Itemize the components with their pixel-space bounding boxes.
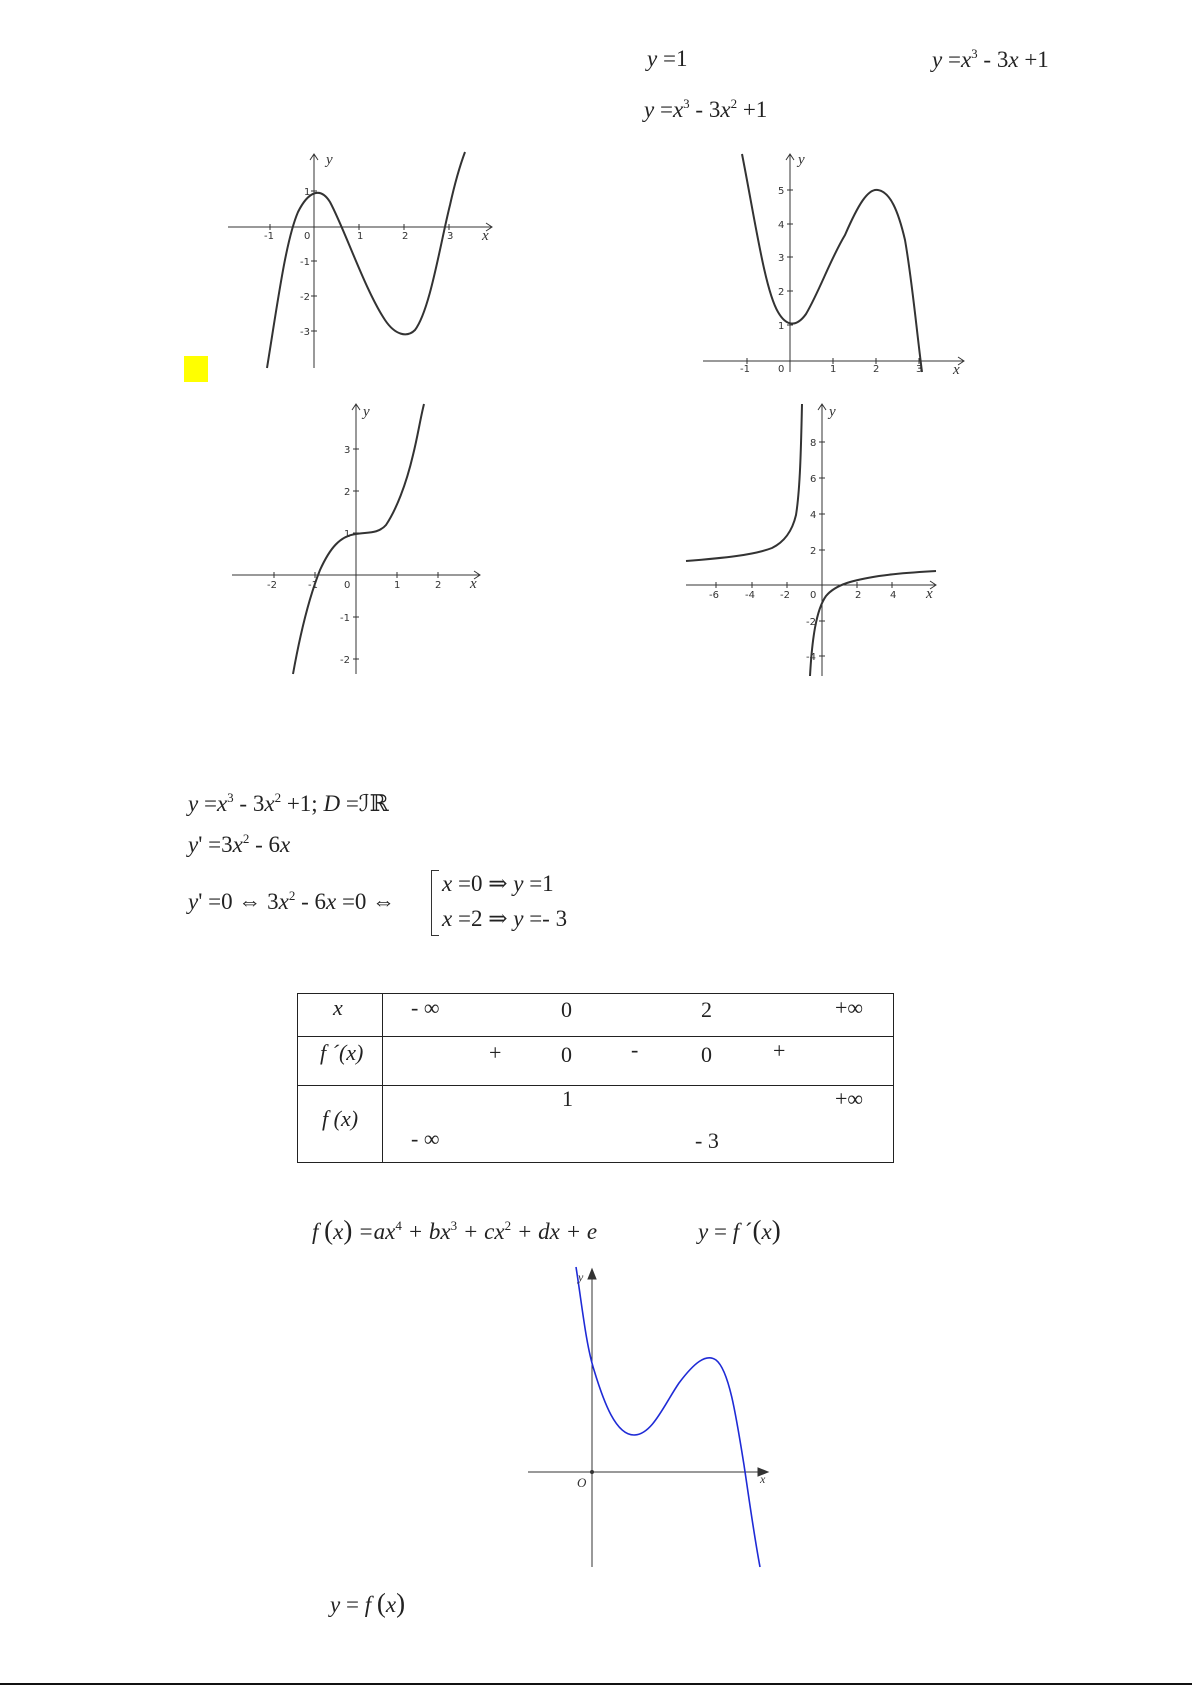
domain-value: =ℐℝ: [340, 791, 389, 816]
variation-table: [297, 993, 894, 1163]
var-f: f: [312, 1219, 325, 1244]
tick-label: -1: [264, 231, 274, 242]
tick-label: 3: [344, 445, 351, 456]
caption-y-equals-f-x: [330, 1588, 405, 1619]
row-label-cell: [298, 1086, 383, 1163]
eq-sign: =: [708, 1219, 733, 1244]
tick-label: 2: [344, 487, 351, 498]
graph-2: [700, 150, 970, 380]
var-x: x: [279, 832, 291, 857]
sign: +: [773, 1038, 786, 1063]
var-y: y: [932, 47, 943, 72]
paren: (: [376, 1588, 386, 1618]
derivative-curve: [576, 1267, 760, 1567]
row-label-function: f (x): [322, 1106, 359, 1131]
x-axis-label: x: [953, 362, 960, 378]
tick-label: 0: [344, 580, 351, 591]
table-row-function: [298, 1086, 894, 1163]
tick-label: 1: [394, 580, 401, 591]
x-value: - ∞: [411, 995, 440, 1020]
y-axis-label: y: [326, 152, 333, 168]
table-row-derivative: [298, 1037, 894, 1086]
tick-label: 1: [344, 529, 351, 540]
tick-label: 1: [778, 321, 785, 332]
curve: [293, 404, 424, 674]
tick-label: -4: [806, 652, 816, 663]
term: - 3: [977, 47, 1009, 72]
term: - 6: [295, 889, 326, 914]
var-y: y: [647, 46, 658, 71]
tick-label: 1: [830, 364, 837, 375]
sign: -: [631, 1037, 639, 1062]
case-2: [442, 906, 567, 932]
tick-label: -6: [709, 590, 719, 601]
origin-point: [590, 1470, 594, 1474]
exponent: 3: [971, 46, 978, 61]
origin-label: O: [577, 1475, 587, 1490]
exponent: 3: [450, 1218, 458, 1233]
tick-label: -1: [308, 580, 318, 591]
var-y: y: [513, 871, 524, 896]
var-x: x: [960, 47, 972, 72]
var-x: x: [232, 832, 243, 857]
var-y: y: [644, 97, 655, 122]
y-axis-label: y: [829, 404, 836, 420]
term: +1: [737, 97, 768, 122]
term: ' =3: [198, 832, 233, 857]
term: ' =0 ⇔ 3: [198, 889, 279, 914]
derivative-label: [698, 1215, 781, 1246]
eq-rest: =1: [657, 46, 688, 71]
graph-1: [220, 150, 500, 375]
curve-right-branch: [810, 571, 936, 676]
x-axis-label: x: [926, 586, 933, 602]
var-y: y: [188, 832, 199, 857]
polynomial-definition: [312, 1215, 597, 1246]
exponent: 3: [683, 96, 690, 111]
var-x: x: [325, 889, 337, 914]
y-axis-label: y: [363, 404, 370, 420]
var-x: x: [440, 1219, 451, 1244]
term: + e: [559, 1219, 598, 1244]
term: =0 ⇒: [452, 871, 514, 896]
tick-label: 2: [873, 364, 880, 375]
var-x: x: [672, 97, 684, 122]
var-y: y: [698, 1219, 709, 1244]
var-x: x: [216, 791, 228, 816]
case-1: [442, 871, 554, 897]
paren: (: [324, 1215, 334, 1245]
tick-label: 2: [402, 231, 409, 242]
term: +1: [1018, 47, 1049, 72]
term: + d: [511, 1219, 550, 1244]
var-x: x: [385, 1592, 397, 1617]
f-value: 1: [562, 1086, 573, 1111]
x-value: +∞: [835, 995, 864, 1020]
sign: 0: [561, 1042, 572, 1067]
row-label-derivative: f ´(x): [320, 1040, 364, 1065]
tick-label: 1: [304, 187, 311, 198]
tick-label: 2: [855, 590, 862, 601]
paren: ): [343, 1215, 353, 1245]
sign: +: [489, 1040, 502, 1065]
term: - 3: [689, 97, 721, 122]
x-value: 2: [701, 997, 712, 1022]
var-x: x: [385, 1219, 396, 1244]
var-y: y: [513, 906, 524, 931]
tick-label: 0: [778, 364, 785, 375]
tick-label: 0: [810, 590, 817, 601]
table-row-x: [298, 994, 894, 1037]
tick-label: 6: [810, 474, 817, 485]
highlight-marker: [184, 356, 208, 382]
equation-y-equals-1: [647, 46, 687, 72]
var-x: x: [494, 1219, 505, 1244]
tick-label: 3: [447, 231, 454, 242]
solution-line-1: [188, 790, 389, 817]
eq-sign: =: [198, 791, 217, 816]
var-x: x: [1008, 47, 1019, 72]
tick-label: -2: [340, 655, 350, 666]
row-body-function: [383, 1086, 894, 1163]
tick-label: 2: [778, 287, 785, 298]
tick-label: 4: [778, 220, 785, 231]
row-label-cell: [298, 994, 383, 1037]
equation-cubic-b: [644, 96, 767, 123]
solution-line-3: [188, 888, 395, 915]
curve: [267, 152, 465, 368]
x-axis-label: x: [470, 576, 477, 592]
tick-label: -2: [806, 617, 816, 628]
f-value: - 3: [695, 1128, 719, 1153]
exponent: 2: [274, 790, 282, 805]
f-value: +∞: [835, 1086, 864, 1111]
y-axis-label: y: [578, 1270, 584, 1284]
tick-label: 0: [304, 231, 311, 242]
term: + c: [457, 1219, 495, 1244]
tick-label: 4: [810, 510, 817, 521]
tick-label: -2: [300, 292, 310, 303]
var-x: x: [442, 871, 453, 896]
term: +1;: [281, 791, 324, 816]
x-value: 0: [561, 997, 572, 1022]
sign: 0: [701, 1042, 712, 1067]
graph-4: [684, 400, 944, 680]
y-axis-arrow: [588, 1269, 596, 1279]
var-y: y: [188, 791, 199, 816]
tick-label: 4: [890, 590, 897, 601]
paren: ): [396, 1588, 406, 1618]
case-bracket: [431, 870, 439, 936]
var-d: D: [323, 791, 341, 816]
tick-label: -2: [780, 590, 790, 601]
tick-label: 1: [357, 231, 364, 242]
term: - 3: [233, 791, 265, 816]
var-x: x: [333, 1219, 344, 1244]
tick-label: 3: [916, 364, 923, 375]
var-f: f: [364, 1592, 377, 1617]
tick-label: 3: [778, 253, 785, 264]
term: =- 3: [523, 906, 568, 931]
y-axis-label: y: [798, 152, 805, 168]
graph-3: [228, 400, 488, 680]
exponent: 2: [730, 96, 738, 111]
eq-sign: =: [942, 47, 961, 72]
paren: ): [771, 1215, 781, 1245]
tick-label: -1: [300, 257, 310, 268]
row-label-cell: [298, 1037, 383, 1086]
x-axis-label: x: [760, 1472, 766, 1486]
exponent: 3: [227, 790, 234, 805]
term: =1: [523, 871, 554, 896]
equation-cubic-a: [932, 46, 1049, 73]
term: - 6: [249, 832, 280, 857]
var-f: f: [732, 1219, 745, 1244]
var-x: x: [549, 1219, 560, 1244]
row-body-x: [383, 994, 894, 1037]
tick-label: -1: [340, 613, 350, 624]
row-label-x: x: [333, 995, 343, 1020]
paren: (: [752, 1215, 762, 1245]
x-axis-label: x: [482, 228, 489, 244]
term: =a: [352, 1219, 386, 1244]
var-x: x: [442, 906, 453, 931]
exponent: 2: [242, 831, 250, 846]
exponent: 2: [504, 1218, 512, 1233]
var-x: x: [761, 1219, 772, 1244]
eq-sign: =: [654, 97, 673, 122]
prime: ´: [744, 1219, 753, 1244]
f-value: - ∞: [411, 1126, 440, 1151]
term: =0 ⇔: [336, 889, 396, 914]
tick-label: -2: [267, 580, 277, 591]
var-x: x: [278, 889, 289, 914]
tick-label: 2: [810, 546, 817, 557]
curve: [742, 154, 922, 372]
exponent: 2: [288, 888, 296, 903]
row-body-derivative: [383, 1037, 894, 1086]
tick-label: -1: [740, 364, 750, 375]
solution-line-2: [188, 831, 290, 858]
curve-left-branch: [686, 404, 802, 561]
term: =2 ⇒: [452, 906, 514, 931]
tick-label: -3: [300, 327, 310, 338]
tick-label: 2: [435, 580, 442, 591]
tick-label: -4: [745, 590, 755, 601]
term: + b: [401, 1219, 441, 1244]
tick-label: 5: [778, 186, 785, 197]
graph-5: [524, 1265, 774, 1575]
exponent: 4: [395, 1218, 402, 1233]
eq-sign: =: [340, 1592, 365, 1617]
var-y: y: [330, 1592, 341, 1617]
var-x: x: [264, 791, 275, 816]
var-x: x: [720, 97, 731, 122]
var-y: y: [188, 889, 199, 914]
tick-label: 8: [810, 438, 817, 449]
